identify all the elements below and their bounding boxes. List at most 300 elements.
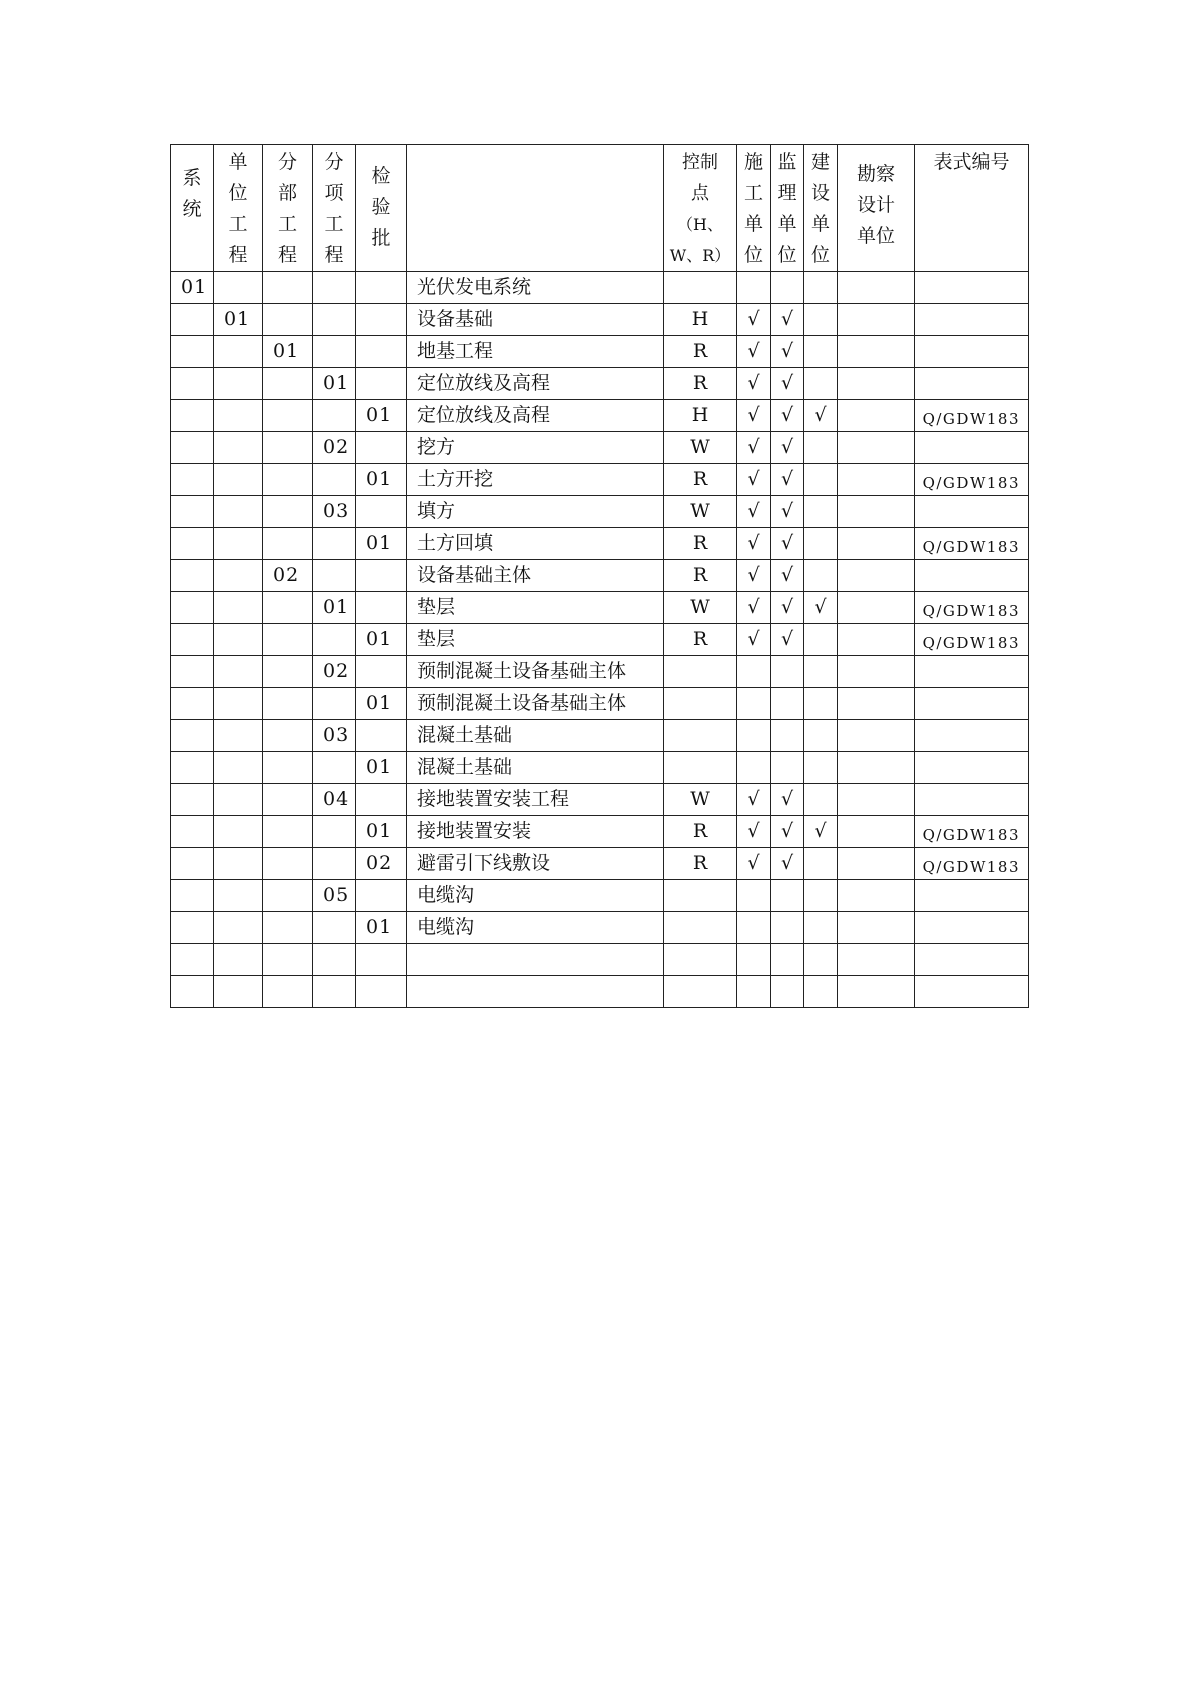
cell-supervision: √ <box>771 528 804 560</box>
cell-construction <box>737 752 771 784</box>
cell-construction: √ <box>737 400 771 432</box>
cell-subitem: 03 <box>313 496 356 528</box>
cell-name: 地基工程 <box>407 336 664 368</box>
cell-supervision: √ <box>771 624 804 656</box>
cell-owner <box>804 272 838 304</box>
table-body <box>171 272 1029 1008</box>
cell-construction <box>737 720 771 752</box>
cell-supervision <box>771 912 804 944</box>
cell-division <box>263 944 313 976</box>
cell-form: Q/GDW183 <box>915 464 1029 496</box>
cell-owner <box>804 336 838 368</box>
cell-supervision: √ <box>771 560 804 592</box>
cell-design <box>838 848 915 880</box>
header-system <box>171 145 214 272</box>
cell-unit <box>214 912 263 944</box>
cell-supervision <box>771 272 804 304</box>
cell-control: R <box>664 624 737 656</box>
cell-subitem <box>313 912 356 944</box>
cell-batch: 02 <box>356 848 407 880</box>
header-division <box>263 145 313 272</box>
cell-control <box>664 944 737 976</box>
cell-system <box>171 592 214 624</box>
cell-supervision <box>771 752 804 784</box>
cell-construction <box>737 912 771 944</box>
cell-construction <box>737 976 771 1008</box>
cell-construction <box>737 688 771 720</box>
cell-design <box>838 720 915 752</box>
cell-control: R <box>664 528 737 560</box>
cell-unit <box>214 592 263 624</box>
cell-form <box>915 688 1029 720</box>
cell-name: 混凝土基础 <box>407 720 664 752</box>
cell-name <box>407 976 664 1008</box>
cell-subitem <box>313 400 356 432</box>
cell-division <box>263 848 313 880</box>
cell-unit <box>214 272 263 304</box>
cell-subitem: 04 <box>313 784 356 816</box>
header-design <box>838 145 915 272</box>
cell-system <box>171 976 214 1008</box>
header-owner-label: 建设单位 <box>811 151 831 266</box>
cell-design <box>838 304 915 336</box>
cell-system <box>171 848 214 880</box>
cell-design <box>838 336 915 368</box>
table-row <box>171 848 1029 880</box>
cell-form: Q/GDW183 <box>915 400 1029 432</box>
cell-system <box>171 816 214 848</box>
cell-unit <box>214 624 263 656</box>
header-batch <box>356 145 407 272</box>
cell-division: 01 <box>263 336 313 368</box>
cell-batch <box>356 304 407 336</box>
cell-unit <box>214 752 263 784</box>
cell-system <box>171 880 214 912</box>
table-row <box>171 272 1029 304</box>
cell-system <box>171 432 214 464</box>
cell-batch: 01 <box>356 816 407 848</box>
cell-form <box>915 496 1029 528</box>
cell-design <box>838 784 915 816</box>
cell-construction: √ <box>737 624 771 656</box>
cell-name: 接地装置安装工程 <box>407 784 664 816</box>
cell-batch <box>356 560 407 592</box>
cell-unit <box>214 944 263 976</box>
cell-division <box>263 400 313 432</box>
cell-name: 预制混凝土设备基础主体 <box>407 656 664 688</box>
cell-form: Q/GDW183 <box>915 592 1029 624</box>
cell-supervision <box>771 720 804 752</box>
table-row <box>171 432 1029 464</box>
cell-unit <box>214 464 263 496</box>
cell-design <box>838 560 915 592</box>
table-row <box>171 464 1029 496</box>
cell-division <box>263 368 313 400</box>
cell-system <box>171 784 214 816</box>
cell-name: 设备基础主体 <box>407 560 664 592</box>
cell-owner <box>804 784 838 816</box>
table-row <box>171 944 1029 976</box>
cell-name: 光伏发电系统 <box>407 272 664 304</box>
cell-supervision: √ <box>771 432 804 464</box>
cell-batch: 01 <box>356 464 407 496</box>
header-form-label: 表式编号 <box>933 151 1010 173</box>
table-row <box>171 656 1029 688</box>
cell-control: R <box>664 336 737 368</box>
cell-unit <box>214 848 263 880</box>
cell-design <box>838 752 915 784</box>
cell-system <box>171 944 214 976</box>
cell-name <box>407 944 664 976</box>
cell-design <box>838 528 915 560</box>
cell-owner: √ <box>804 816 838 848</box>
cell-construction: √ <box>737 432 771 464</box>
cell-form <box>915 304 1029 336</box>
cell-design <box>838 432 915 464</box>
cell-subitem <box>313 624 356 656</box>
cell-form: Q/GDW183 <box>915 624 1029 656</box>
table-row <box>171 560 1029 592</box>
cell-name: 垫层 <box>407 592 664 624</box>
cell-unit <box>214 816 263 848</box>
cell-division <box>263 752 313 784</box>
cell-division <box>263 592 313 624</box>
cell-supervision: √ <box>771 336 804 368</box>
cell-system: 01 <box>171 272 214 304</box>
cell-control: R <box>664 464 737 496</box>
cell-form: Q/GDW183 <box>915 848 1029 880</box>
cell-design <box>838 368 915 400</box>
header-division-label: 分部工程 <box>278 151 298 266</box>
cell-subitem: 01 <box>313 368 356 400</box>
cell-design <box>838 880 915 912</box>
cell-design <box>838 912 915 944</box>
table-row <box>171 912 1029 944</box>
cell-design <box>838 656 915 688</box>
cell-subitem <box>313 560 356 592</box>
table-row <box>171 592 1029 624</box>
cell-design <box>838 272 915 304</box>
cell-unit <box>214 336 263 368</box>
table-row <box>171 720 1029 752</box>
cell-control <box>664 880 737 912</box>
cell-control: R <box>664 368 737 400</box>
header-supervision-label: 监理单位 <box>777 151 797 266</box>
cell-construction: √ <box>737 336 771 368</box>
cell-division <box>263 976 313 1008</box>
header-form <box>915 145 1029 272</box>
header-name <box>407 145 664 272</box>
cell-form <box>915 976 1029 1008</box>
cell-control <box>664 720 737 752</box>
cell-owner <box>804 752 838 784</box>
cell-control: H <box>664 304 737 336</box>
header-construction-label: 施工单位 <box>744 151 764 266</box>
cell-design <box>838 592 915 624</box>
cell-form <box>915 784 1029 816</box>
cell-construction: √ <box>737 528 771 560</box>
cell-division <box>263 912 313 944</box>
cell-division <box>263 816 313 848</box>
cell-unit <box>214 880 263 912</box>
cell-owner <box>804 688 838 720</box>
cell-unit <box>214 688 263 720</box>
cell-division <box>263 464 313 496</box>
cell-supervision <box>771 944 804 976</box>
cell-form <box>915 432 1029 464</box>
table-row <box>171 304 1029 336</box>
cell-unit <box>214 656 263 688</box>
table-row <box>171 752 1029 784</box>
cell-owner <box>804 976 838 1008</box>
cell-batch: 01 <box>356 752 407 784</box>
cell-owner <box>804 368 838 400</box>
cell-unit <box>214 784 263 816</box>
cell-construction <box>737 944 771 976</box>
cell-control: H <box>664 400 737 432</box>
cell-batch <box>356 432 407 464</box>
cell-division <box>263 784 313 816</box>
cell-batch: 01 <box>356 688 407 720</box>
cell-batch <box>356 368 407 400</box>
cell-batch <box>356 784 407 816</box>
cell-form <box>915 752 1029 784</box>
table-row <box>171 816 1029 848</box>
cell-division <box>263 624 313 656</box>
cell-batch: 01 <box>356 400 407 432</box>
cell-division: 02 <box>263 560 313 592</box>
cell-supervision <box>771 688 804 720</box>
cell-owner: √ <box>804 592 838 624</box>
cell-unit <box>214 432 263 464</box>
cell-supervision <box>771 656 804 688</box>
header-control-line-4: W、R） <box>669 246 731 265</box>
cell-supervision: √ <box>771 848 804 880</box>
cell-form <box>915 560 1029 592</box>
cell-supervision: √ <box>771 304 804 336</box>
cell-owner <box>804 720 838 752</box>
cell-construction <box>737 880 771 912</box>
cell-unit <box>214 976 263 1008</box>
cell-supervision <box>771 880 804 912</box>
cell-unit <box>214 720 263 752</box>
cell-division <box>263 304 313 336</box>
table-row <box>171 368 1029 400</box>
cell-construction: √ <box>737 816 771 848</box>
cell-system <box>171 656 214 688</box>
cell-unit <box>214 496 263 528</box>
cell-control: W <box>664 432 737 464</box>
cell-design <box>838 944 915 976</box>
cell-construction <box>737 656 771 688</box>
cell-subitem <box>313 272 356 304</box>
header-subitem <box>313 145 356 272</box>
cell-owner <box>804 528 838 560</box>
cell-control: R <box>664 560 737 592</box>
cell-form <box>915 656 1029 688</box>
cell-design <box>838 464 915 496</box>
cell-subitem <box>313 304 356 336</box>
cell-system <box>171 720 214 752</box>
cell-system <box>171 464 214 496</box>
cell-design <box>838 400 915 432</box>
cell-subitem: 05 <box>313 880 356 912</box>
header-owner <box>804 145 838 272</box>
cell-name: 电缆沟 <box>407 880 664 912</box>
header-construction <box>737 145 771 272</box>
cell-supervision: √ <box>771 816 804 848</box>
cell-system <box>171 496 214 528</box>
cell-owner <box>804 944 838 976</box>
cell-construction: √ <box>737 848 771 880</box>
cell-owner <box>804 624 838 656</box>
cell-construction: √ <box>737 368 771 400</box>
cell-division <box>263 496 313 528</box>
cell-batch <box>356 336 407 368</box>
cell-system <box>171 560 214 592</box>
cell-batch <box>356 720 407 752</box>
cell-owner <box>804 496 838 528</box>
cell-batch <box>356 272 407 304</box>
cell-design <box>838 816 915 848</box>
cell-owner <box>804 464 838 496</box>
cell-construction: √ <box>737 304 771 336</box>
cell-form <box>915 368 1029 400</box>
cell-supervision: √ <box>771 784 804 816</box>
cell-construction: √ <box>737 560 771 592</box>
header-unit-label: 单位工程 <box>228 151 248 266</box>
cell-subitem: 02 <box>313 432 356 464</box>
cell-unit <box>214 528 263 560</box>
cell-subitem: 03 <box>313 720 356 752</box>
cell-supervision: √ <box>771 592 804 624</box>
inspection-division-table <box>170 144 1029 1008</box>
cell-construction: √ <box>737 464 771 496</box>
table-row <box>171 624 1029 656</box>
cell-subitem <box>313 464 356 496</box>
header-design-label: 勘察设计单位 <box>857 163 896 247</box>
cell-system <box>171 912 214 944</box>
cell-name: 填方 <box>407 496 664 528</box>
cell-division <box>263 528 313 560</box>
cell-system <box>171 528 214 560</box>
header-batch-label: 检验批 <box>371 165 391 249</box>
cell-batch <box>356 976 407 1008</box>
table-row <box>171 336 1029 368</box>
cell-supervision <box>771 976 804 1008</box>
cell-subitem <box>313 944 356 976</box>
cell-control <box>664 976 737 1008</box>
cell-name: 土方开挖 <box>407 464 664 496</box>
cell-system <box>171 304 214 336</box>
cell-batch <box>356 880 407 912</box>
cell-control <box>664 912 737 944</box>
cell-system <box>171 400 214 432</box>
cell-construction <box>737 272 771 304</box>
cell-subitem <box>313 528 356 560</box>
header-control-line-2: 点 <box>691 183 709 204</box>
cell-owner <box>804 304 838 336</box>
table-row <box>171 880 1029 912</box>
cell-division <box>263 432 313 464</box>
cell-form: Q/GDW183 <box>915 816 1029 848</box>
cell-supervision: √ <box>771 368 804 400</box>
cell-name: 电缆沟 <box>407 912 664 944</box>
cell-construction: √ <box>737 496 771 528</box>
cell-form <box>915 880 1029 912</box>
cell-unit <box>214 368 263 400</box>
cell-owner <box>804 560 838 592</box>
cell-owner <box>804 848 838 880</box>
cell-subitem <box>313 336 356 368</box>
header-system-label: 系统 <box>182 167 202 220</box>
cell-division <box>263 272 313 304</box>
cell-control <box>664 656 737 688</box>
cell-batch: 01 <box>356 528 407 560</box>
cell-unit <box>214 560 263 592</box>
cell-name: 避雷引下线敷设 <box>407 848 664 880</box>
cell-batch: 01 <box>356 624 407 656</box>
cell-design <box>838 624 915 656</box>
cell-subitem <box>313 752 356 784</box>
cell-division <box>263 688 313 720</box>
cell-system <box>171 336 214 368</box>
header-control-line-1: 控制 <box>682 152 718 173</box>
cell-subitem: 02 <box>313 656 356 688</box>
cell-design <box>838 976 915 1008</box>
cell-unit: 01 <box>214 304 263 336</box>
cell-owner <box>804 656 838 688</box>
cell-design <box>838 688 915 720</box>
cell-control: W <box>664 496 737 528</box>
table-row <box>171 400 1029 432</box>
cell-control: R <box>664 848 737 880</box>
header-unit <box>214 145 263 272</box>
cell-batch: 01 <box>356 912 407 944</box>
header-control-line-3: （H、 <box>677 215 723 234</box>
cell-name: 设备基础 <box>407 304 664 336</box>
cell-subitem <box>313 688 356 720</box>
cell-form <box>915 336 1029 368</box>
cell-system <box>171 368 214 400</box>
cell-form <box>915 912 1029 944</box>
cell-name: 混凝土基础 <box>407 752 664 784</box>
cell-batch <box>356 656 407 688</box>
cell-batch <box>356 592 407 624</box>
cell-owner <box>804 880 838 912</box>
cell-division <box>263 656 313 688</box>
cell-batch <box>356 496 407 528</box>
cell-supervision: √ <box>771 496 804 528</box>
cell-subitem <box>313 816 356 848</box>
cell-name: 垫层 <box>407 624 664 656</box>
cell-supervision: √ <box>771 400 804 432</box>
table-row <box>171 784 1029 816</box>
table-row <box>171 528 1029 560</box>
header-supervision <box>771 145 804 272</box>
cell-name: 接地装置安装 <box>407 816 664 848</box>
cell-form: Q/GDW183 <box>915 528 1029 560</box>
cell-division <box>263 720 313 752</box>
cell-system <box>171 752 214 784</box>
cell-subitem <box>313 848 356 880</box>
cell-control: W <box>664 784 737 816</box>
cell-name: 土方回填 <box>407 528 664 560</box>
cell-construction: √ <box>737 592 771 624</box>
header-subitem-label: 分项工程 <box>324 151 344 266</box>
cell-form <box>915 272 1029 304</box>
cell-subitem <box>313 976 356 1008</box>
